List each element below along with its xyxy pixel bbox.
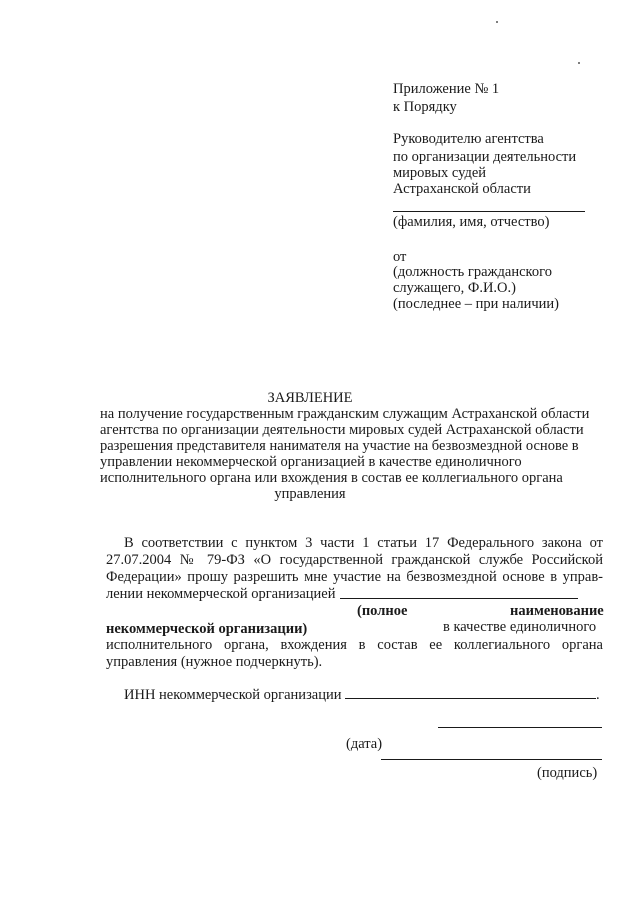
signature-blank[interactable] [381, 759, 602, 760]
addressee-line-4: Астраханской области [393, 181, 531, 197]
title-line: агентства по организации деятельности мировых судей Астраханской области [100, 422, 584, 438]
body-line-1: В соответствии с пунктом 3 части 1 статьи 17 Федерального закона от [124, 535, 603, 551]
hint-full: (полное [357, 603, 408, 619]
inn-end: . [596, 687, 600, 703]
title-line: управлении некоммерческой организацией в качестве единоличного [100, 454, 522, 470]
body-line-6: управления (нужное подчеркнуть). [106, 654, 323, 670]
sender-from: от [393, 249, 407, 265]
title-line: разрешения представителя нанимателя на участие на безвозмездной основе в [100, 438, 579, 454]
hint-organization: некоммерческой организации) [106, 621, 308, 637]
signature-label: (подпись) [537, 765, 598, 781]
hint-name: наименование [510, 603, 604, 619]
sender-line-3: (последнее – при наличии) [393, 296, 559, 312]
date-blank[interactable] [438, 727, 602, 728]
addressee-line-2: по организации деятельности [393, 149, 577, 165]
title-line: исполнительного органа или вхождения в состав ее коллегиального органа [100, 470, 563, 486]
title-line: на получение государственным гражданским служащим Астраханской области [100, 406, 590, 422]
appendix-number: Приложение № 1 [393, 81, 500, 97]
addressee-line-3: мировых судей [393, 165, 487, 181]
addressee-name-hint: (фамилия, имя, отчество) [393, 214, 550, 230]
body-line-3: Федерации» прошу разрешить мне участие на безвозмездной основе в управ- [106, 569, 603, 585]
scan-speck [496, 21, 498, 23]
appendix-to-order: к Порядку [393, 99, 457, 115]
inn-label: ИНН некоммерческой организации [124, 687, 342, 703]
capacity-text: в качестве единоличного [443, 619, 597, 635]
scan-speck [578, 62, 580, 64]
sender-line-2: служащего, Ф.И.О.) [393, 280, 516, 296]
date-label: (дата) [346, 736, 383, 752]
body-line-2: 27.07.2004 № 79-ФЗ «О государственной гражданской службе Российской [106, 552, 603, 568]
document-title: ЗАЯВЛЕНИЕ [267, 390, 353, 406]
addressee-name-blank[interactable] [393, 211, 585, 212]
body-line-5: исполнительного органа, вхождения в состав ее коллегиального органа [106, 637, 603, 653]
inn-blank[interactable] [345, 698, 596, 699]
organization-name-blank[interactable] [340, 598, 578, 599]
addressee-line-1: Руководителю агентства [393, 131, 544, 147]
sender-line-1: (должность гражданского [393, 264, 552, 280]
title-line: управления [274, 486, 346, 502]
body-line-4: лении некоммерческой организацией [106, 586, 336, 602]
